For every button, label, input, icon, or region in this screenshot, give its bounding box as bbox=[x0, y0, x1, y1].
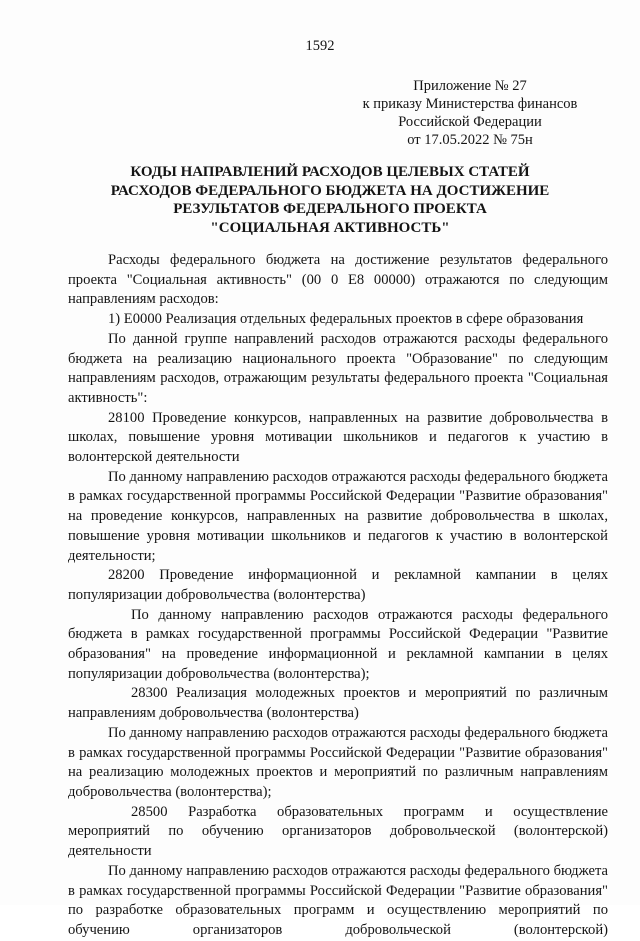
code-28500-description: По данному направлению расходов отражаются расходы федерального бюджета в рамках государственной программы Российской Федерации "Развитие образования" по разработке образовательных программ и осуществлению мероприятий по обучению организаторов добровольческой (волонтерской) bbox=[68, 862, 608, 938]
document-title bbox=[60, 163, 600, 237]
code-28300-heading: 28300 Реализация молодежных проектов и мероприятий по различным направлениям добровольчества (волонтерства) bbox=[68, 685, 608, 722]
appendix-order: к приказу Министерства финансов bbox=[362, 96, 578, 112]
title-line-2: РАСХОДОВ ФЕДЕРАЛЬНОГО БЮДЖЕТА НА ДОСТИЖЕНИЕ bbox=[110, 182, 550, 199]
appendix-date: от 17.05.2022 № 75н bbox=[407, 132, 533, 148]
code-28100-description: По данному направлению расходов отражаются расходы федерального бюджета в рамках государственной программы Российской Федерации "Развитие образования" на проведение конкурсов, направленных на развитие добровольчества в школах, повышение уровня мотивации школьников и педагогов к участию в волонтерской деятельности; bbox=[68, 468, 608, 564]
document-body bbox=[68, 251, 608, 941]
title-line-3: РЕЗУЛЬТАТОВ ФЕДЕРАЛЬНОГО ПРОЕКТА bbox=[173, 201, 487, 217]
intro-paragraph: Расходы федерального бюджета на достижение результатов федерального проекта "Социальная активность" (00 0 Е8 00000) отражаются по следующим направлениям расходов: bbox=[68, 252, 608, 308]
appendix-header bbox=[340, 77, 600, 149]
code-28300-description: По данному направлению расходов отражаются расходы федерального бюджета в рамках государственной программы Российской Федерации "Развитие образования" на реализацию молодежных проектов и мероприятий по различным направлениям добровольчества (волонтерства); bbox=[68, 724, 608, 800]
title-line-4: "СОЦИАЛЬНАЯ АКТИВНОСТЬ" bbox=[210, 219, 450, 236]
code-28100-heading: 28100 Проведение конкурсов, направленных на развитие добровольчества в школах, повышение уровня мотивации школьников и педагогов к участию в волонтерской деятельности bbox=[68, 409, 608, 466]
code-28200-description: По данному направлению расходов отражаются расходы федерального бюджета в рамках государственной программы Российской Федерации "Развитие образования" на проведение информационной и рекламной кампании в целях популяризации добровольчества (волонтерства); bbox=[68, 606, 608, 682]
code-28200-heading: 28200 Проведение информационной и рекламной кампании в целях популяризации добровольчества (волонтерства) bbox=[68, 567, 608, 603]
appendix-authority: Российской Федерации bbox=[398, 114, 542, 130]
group-e0000-heading: 1) Е0000 Реализация отдельных федеральных проектов в сфере образования bbox=[108, 311, 584, 328]
title-line-1: КОДЫ НАПРАВЛЕНИЙ РАСХОДОВ ЦЕЛЕВЫХ СТАТЕЙ bbox=[130, 164, 530, 180]
page-number: 1592 bbox=[305, 38, 335, 54]
code-28500-heading: 28500 Разработка образовательных программ и осуществление мероприятий по обучению организаторов добровольческой (волонтерской) деятельности bbox=[68, 803, 608, 860]
group-e0000-description: По данной группе направлений расходов отражаются расходы федерального бюджета на реализацию национального проекта "Образование" по следующим направлениям расходов, отражающим результаты федерального проекта "Социальная активность": bbox=[68, 330, 608, 406]
appendix-number: Приложение № 27 bbox=[413, 78, 527, 94]
